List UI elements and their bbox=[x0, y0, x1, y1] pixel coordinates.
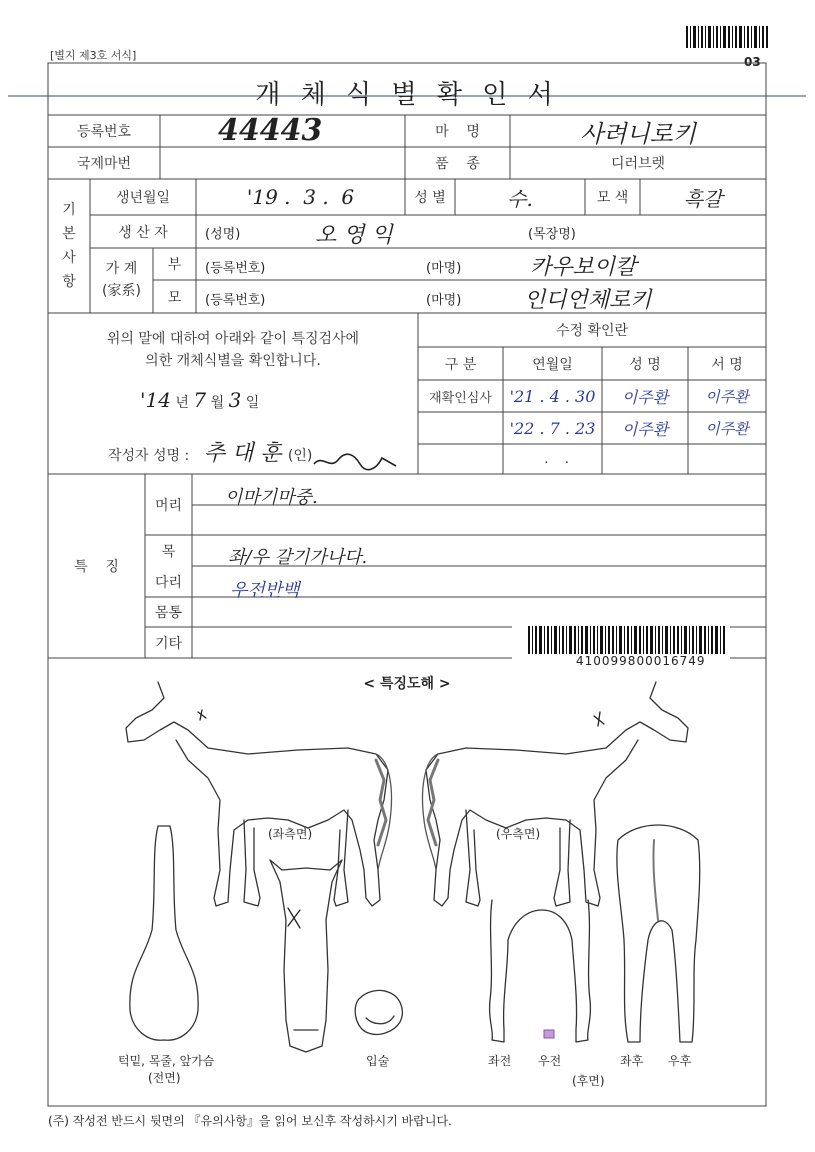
breeder-name-label: (성명) bbox=[205, 227, 241, 242]
confirm-statement-line: 위의 말에 대하여 아래와 같이 특징검사에 bbox=[106, 331, 360, 347]
author-label: 작성자 성명 : bbox=[108, 448, 190, 464]
breeder-name-value: 오 영 익 bbox=[315, 223, 393, 248]
footer-note: (주) 작성전 반드시 뒷면의 『유의사항』을 읽어 보신후 작성하시기 바랍니다. bbox=[48, 1114, 452, 1128]
basic-label-char: 본 bbox=[62, 226, 76, 242]
barcode-bars bbox=[528, 626, 728, 654]
right-front-caption: 우전 bbox=[538, 1054, 562, 1068]
barcode-sticker bbox=[512, 622, 730, 670]
day-label: 일 bbox=[245, 395, 260, 411]
revision-cell bbox=[688, 444, 766, 474]
horse-diagram bbox=[48, 670, 766, 1090]
feature-legs-value: 우전반백 bbox=[230, 580, 300, 601]
horse-name-value: 사려니로키 bbox=[580, 119, 696, 148]
basic-section-label bbox=[48, 198, 90, 294]
feature-legs-label: 다리 bbox=[154, 574, 183, 591]
sire-label: 부 bbox=[167, 257, 182, 273]
basic-label-char: 사 bbox=[62, 250, 76, 266]
front-caption-1: 턱밑, 목줄, 앞가슴 bbox=[118, 1054, 215, 1068]
form-label: [별지 제3호 서식] bbox=[50, 49, 137, 62]
revision-cell bbox=[418, 412, 503, 444]
revision-cell bbox=[418, 444, 503, 474]
farm-name-label: (목장명) bbox=[528, 227, 576, 242]
birth-date-value: '19 . 3 . 6 bbox=[246, 185, 355, 209]
feature-body-label: 몸통 bbox=[154, 605, 183, 621]
revision-cell: '21 . 4 . 30 bbox=[509, 386, 596, 406]
rear-caption: (후면) bbox=[572, 1074, 605, 1088]
revision-cell bbox=[602, 444, 688, 474]
revision-cell: 이주환 bbox=[705, 387, 749, 406]
features-section-label: 특 징 bbox=[74, 559, 119, 575]
right-side-horse bbox=[423, 682, 688, 906]
sex-value: 수. bbox=[507, 186, 533, 211]
right-rear-caption: 우후 bbox=[668, 1054, 692, 1068]
revision-header: 연월일 bbox=[532, 356, 573, 373]
family-label-line: 가 계 bbox=[105, 261, 138, 277]
sex-label: 성 별 bbox=[414, 190, 446, 206]
birth-date-label: 생년월일 bbox=[115, 190, 171, 206]
sire-name-value: 카우보이칼 bbox=[530, 255, 637, 280]
barcode-number: 410099800016749 bbox=[576, 654, 706, 668]
feature-other-label: 기타 bbox=[154, 635, 183, 652]
confirm-date-day: 3 bbox=[228, 388, 242, 412]
revision-cell: 이주환 bbox=[621, 387, 669, 407]
basic-label-char: 항 bbox=[62, 274, 76, 290]
revision-header: 서 명 bbox=[711, 356, 743, 373]
left-side-horse bbox=[126, 682, 391, 906]
lips-caption: 입술 bbox=[366, 1054, 390, 1068]
coat-color-value: 흑갈 bbox=[683, 186, 723, 211]
revision-cell: 이주환 bbox=[705, 419, 749, 438]
breed-label: 품 종 bbox=[435, 156, 480, 172]
dam-name-label: (마명) bbox=[426, 293, 462, 308]
intl-number-value bbox=[160, 147, 405, 179]
coat-color-label: 모 색 bbox=[596, 190, 629, 206]
revision-cell: 이주환 bbox=[621, 419, 669, 439]
sire-reg-label: (등록번호) bbox=[205, 261, 266, 276]
rear-view-horse bbox=[617, 825, 700, 1042]
sire-name-label: (마명) bbox=[426, 261, 462, 276]
feature-head-value: 이마기마중. bbox=[225, 487, 318, 508]
confirm-date bbox=[140, 388, 259, 412]
document-title: 개 체 식 별 확 인 서 bbox=[255, 80, 559, 110]
confirm-statement-line: 의한 개체식별을 확인합니다. bbox=[145, 353, 321, 369]
horse-name-label: 마 명 bbox=[435, 124, 480, 140]
year-label: 년 bbox=[175, 395, 189, 411]
front-legs-view bbox=[490, 900, 591, 1042]
left-side-caption: (좌측면) bbox=[268, 827, 313, 841]
lips-view bbox=[355, 990, 402, 1034]
revision-header: 구 분 bbox=[444, 356, 477, 373]
basic-label-char: 기 bbox=[62, 202, 76, 218]
confirm-date-year: '14 bbox=[140, 388, 171, 412]
author-signature bbox=[310, 450, 400, 472]
front-view-horse bbox=[130, 826, 198, 1040]
revision-title: 수정 확인란 bbox=[555, 323, 629, 339]
dam-label: 모 bbox=[167, 289, 182, 306]
month-label: 월 bbox=[210, 395, 225, 411]
dam-reg-label: (등록번호) bbox=[205, 293, 266, 308]
feature-head-label: 머리 bbox=[154, 497, 183, 514]
dam-name-value: 인디언체로키 bbox=[524, 288, 652, 313]
registration-number-value: 44443 bbox=[218, 112, 323, 148]
feature-neck-label: 목 bbox=[161, 543, 176, 560]
front-caption-2: (전면) bbox=[148, 1071, 181, 1085]
diagram-title: < 특징도해 > bbox=[363, 676, 451, 692]
page-number: 03 bbox=[744, 55, 761, 69]
seal-label: (인) bbox=[287, 448, 313, 464]
family-label bbox=[90, 258, 153, 302]
head-front-view bbox=[270, 860, 342, 1052]
author-name: 추 대 훈 bbox=[203, 441, 282, 466]
left-rear-caption: 좌후 bbox=[620, 1054, 644, 1068]
intl-number-label: 국제마번 bbox=[76, 156, 132, 172]
left-front-caption: 좌전 bbox=[488, 1054, 512, 1068]
revision-cell: . . bbox=[535, 451, 570, 467]
breeder-label: 생 산 자 bbox=[118, 224, 168, 241]
breed-value: 디러브렛 bbox=[610, 156, 666, 172]
author-row bbox=[108, 436, 312, 467]
family-label-line: (家系) bbox=[102, 283, 141, 299]
confirm-date-month: 7 bbox=[193, 388, 207, 412]
right-side-caption: (우측면) bbox=[496, 827, 541, 841]
registration-number-label: 등록번호 bbox=[76, 124, 132, 140]
revision-cell: '22 . 7 . 23 bbox=[509, 418, 596, 438]
revision-cell: 재확인심사 bbox=[429, 390, 492, 406]
revision-header: 성 명 bbox=[629, 356, 661, 373]
confirm-statement bbox=[48, 328, 418, 372]
feature-neck-value: 좌/우 갈기가나다. bbox=[228, 547, 368, 568]
